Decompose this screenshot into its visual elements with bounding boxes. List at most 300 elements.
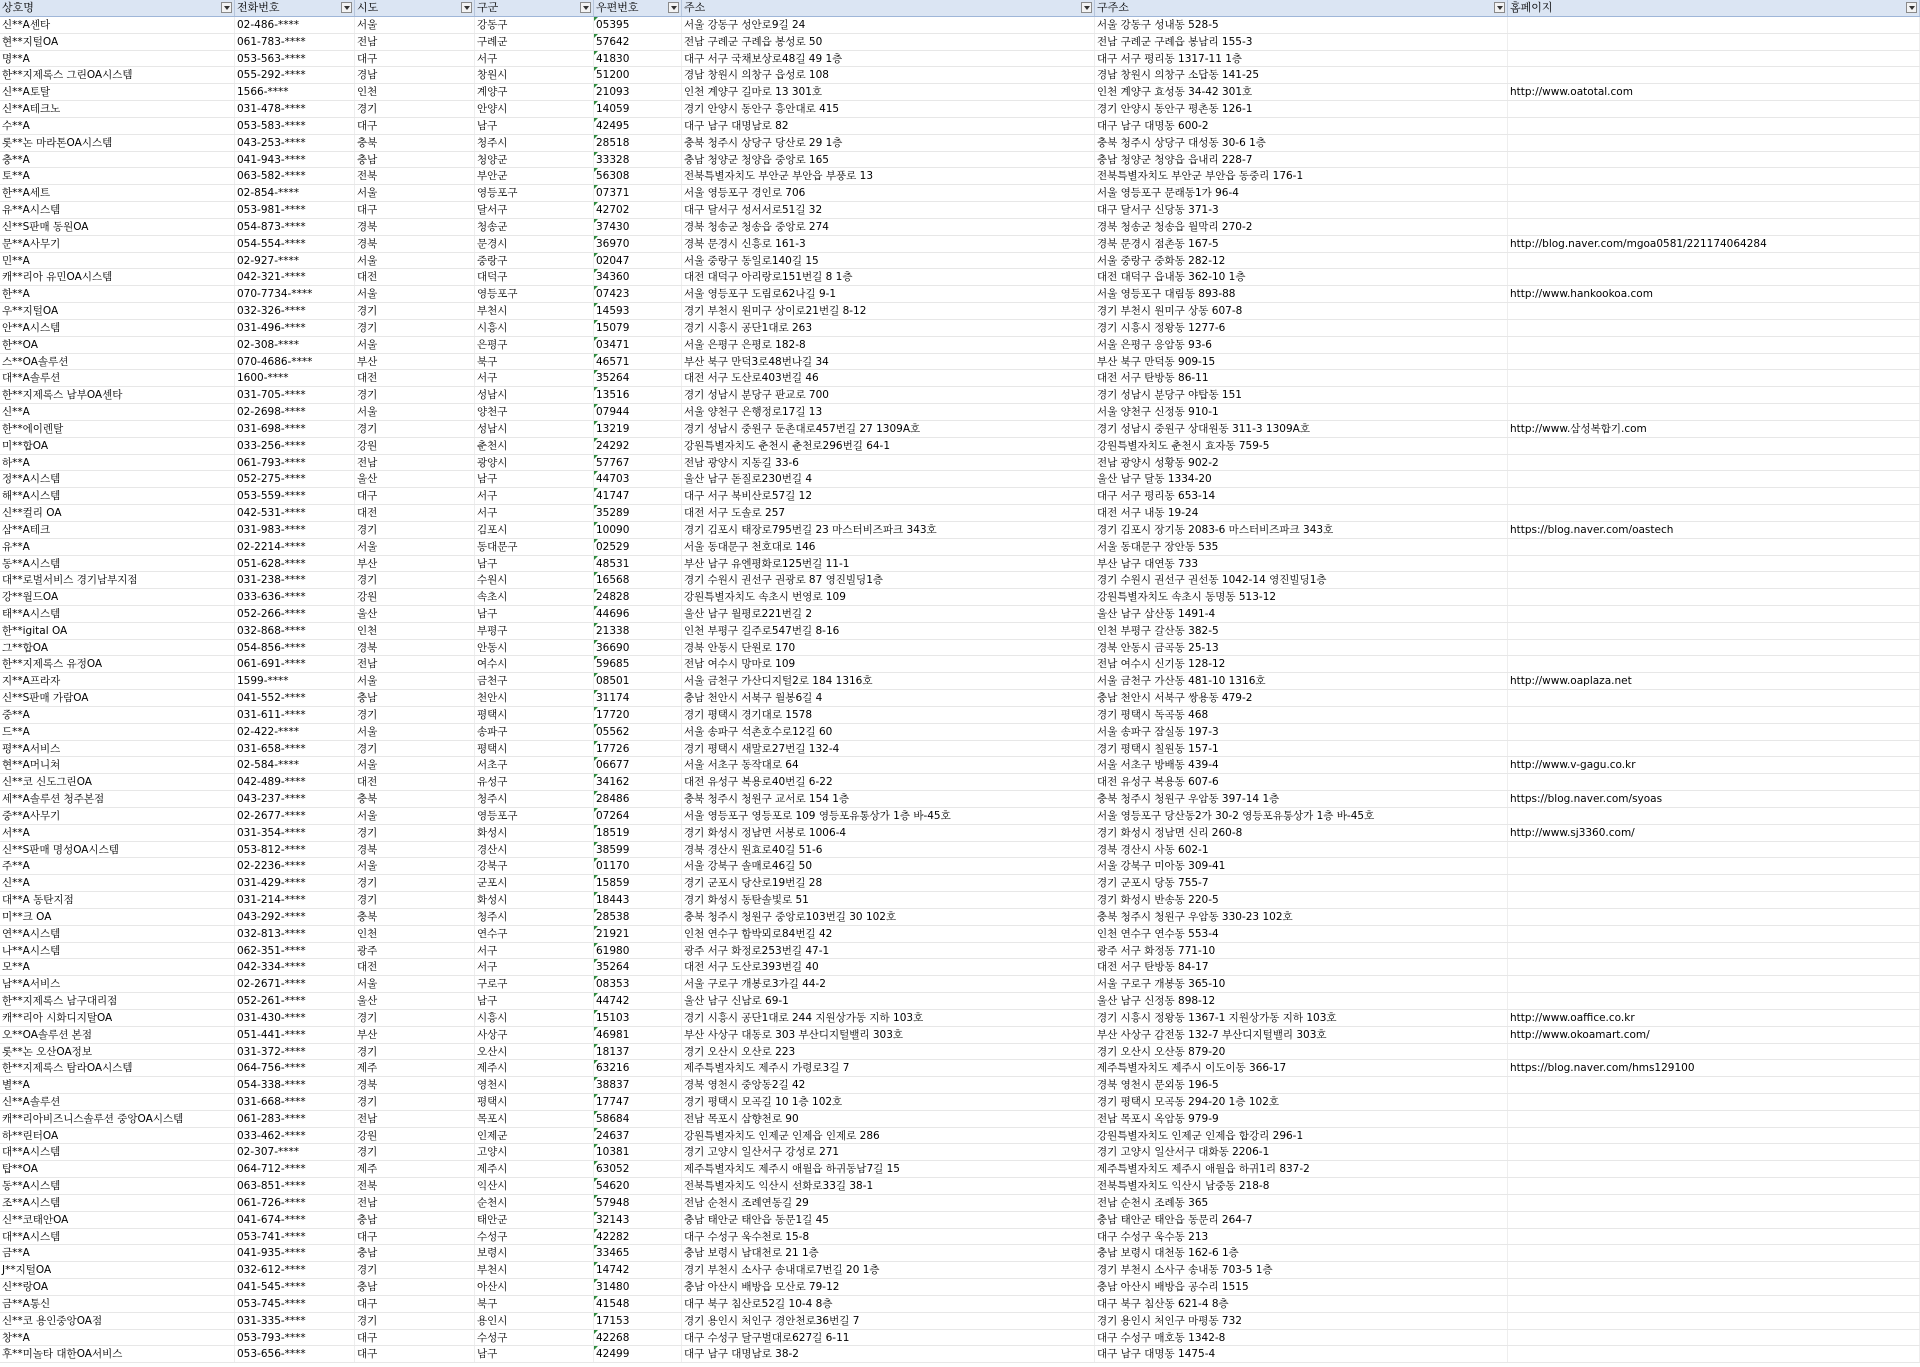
cell-old-address[interactable]: 대전 서구 탄방동 86-11 [1095, 370, 1508, 386]
cell-sido[interactable]: 경기 [355, 875, 475, 891]
cell-old-address[interactable]: 경기 김포시 장기동 2083-6 마스터비즈파크 343호 [1095, 522, 1508, 538]
cell-old-address[interactable]: 제주특별자치도 제주시 애월읍 하귀1리 837-2 [1095, 1161, 1508, 1177]
cell-gugun[interactable]: 남구 [475, 118, 594, 134]
cell-old-address[interactable]: 대전 서구 내동 19-24 [1095, 505, 1508, 521]
cell-phone[interactable]: 031-496-**** [235, 320, 355, 336]
cell-address[interactable]: 서울 강동구 성안로9길 24 [682, 17, 1095, 33]
cell-zip[interactable]: 10381 [594, 1144, 682, 1160]
cell-address[interactable]: 충남 태안군 태안읍 동문1길 45 [682, 1212, 1095, 1228]
cell-gugun[interactable]: 부천시 [475, 1262, 594, 1278]
cell-address[interactable]: 서울 송파구 석촌호수로12길 60 [682, 724, 1095, 740]
cell-gugun[interactable]: 은평구 [475, 337, 594, 353]
cell-address[interactable]: 경기 성남시 중원구 둔촌대로457번길 27 1309A호 [682, 421, 1095, 437]
cell-homepage[interactable] [1508, 1245, 1920, 1261]
cell-name[interactable]: 지**A프라자 [0, 673, 235, 689]
column-header-name[interactable]: 상호명 [0, 0, 235, 16]
cell-old-address[interactable]: 대구 서구 평리동 653-14 [1095, 488, 1508, 504]
cell-gugun[interactable]: 계양구 [475, 84, 594, 100]
cell-address[interactable]: 부산 남구 유엔평화로125번길 11-1 [682, 556, 1095, 572]
cell-homepage[interactable]: https://blog.naver.com/syoas [1508, 791, 1920, 807]
cell-name[interactable]: 신**A토탈 [0, 84, 235, 100]
cell-gugun[interactable]: 부안군 [475, 168, 594, 184]
cell-homepage[interactable] [1508, 656, 1920, 672]
cell-sido[interactable]: 서울 [355, 757, 475, 773]
cell-phone[interactable]: 031-335-**** [235, 1313, 355, 1329]
cell-gugun[interactable]: 청송군 [475, 219, 594, 235]
cell-phone[interactable]: 031-668-**** [235, 1094, 355, 1110]
cell-address[interactable]: 강원특별자치도 인제군 인제읍 인제로 286 [682, 1128, 1095, 1144]
cell-phone[interactable]: 031-611-**** [235, 707, 355, 723]
cell-zip[interactable]: 21921 [594, 926, 682, 942]
cell-zip[interactable]: 14593 [594, 303, 682, 319]
cell-sido[interactable]: 전북 [355, 168, 475, 184]
cell-address[interactable]: 대전 대덕구 아리랑로151번길 8 1층 [682, 269, 1095, 285]
cell-zip[interactable]: 32143 [594, 1212, 682, 1228]
cell-old-address[interactable]: 부산 북구 만덕동 909-15 [1095, 354, 1508, 370]
cell-phone[interactable]: 042-531-**** [235, 505, 355, 521]
cell-zip[interactable]: 57767 [594, 455, 682, 471]
cell-sido[interactable]: 서울 [355, 337, 475, 353]
cell-phone[interactable]: 070-4686-**** [235, 354, 355, 370]
cell-sido[interactable]: 강원 [355, 1128, 475, 1144]
cell-name[interactable]: 탑**OA [0, 1161, 235, 1177]
cell-zip[interactable]: 17153 [594, 1313, 682, 1329]
cell-address[interactable]: 인천 계양구 길마로 13 301호 [682, 84, 1095, 100]
cell-old-address[interactable]: 인천 연수구 연수동 553-4 [1095, 926, 1508, 942]
cell-old-address[interactable]: 대구 수성구 욱수동 213 [1095, 1229, 1508, 1245]
cell-gugun[interactable]: 속초시 [475, 589, 594, 605]
cell-address[interactable]: 경기 김포시 태장로795번길 23 마스터비즈파크 343호 [682, 522, 1095, 538]
cell-phone[interactable]: 031-354-**** [235, 825, 355, 841]
cell-homepage[interactable] [1508, 455, 1920, 471]
cell-phone[interactable]: 054-554-**** [235, 236, 355, 252]
cell-gugun[interactable]: 안양시 [475, 101, 594, 117]
cell-gugun[interactable]: 양천구 [475, 404, 594, 420]
filter-dropdown-icon[interactable] [668, 2, 679, 13]
cell-homepage[interactable] [1508, 51, 1920, 67]
cell-old-address[interactable]: 서울 송파구 잠실동 197-3 [1095, 724, 1508, 740]
cell-old-address[interactable]: 경기 성남시 분당구 야탑동 151 [1095, 387, 1508, 403]
cell-sido[interactable]: 인천 [355, 84, 475, 100]
filter-dropdown-icon[interactable] [341, 2, 352, 13]
cell-phone[interactable]: 02-486-**** [235, 17, 355, 33]
cell-old-address[interactable]: 전남 목포시 옥암동 979-9 [1095, 1111, 1508, 1127]
cell-old-address[interactable]: 서울 서초구 방배동 439-4 [1095, 757, 1508, 773]
cell-homepage[interactable] [1508, 858, 1920, 874]
cell-gugun[interactable]: 서구 [475, 505, 594, 521]
cell-name[interactable]: 대**A 동탄지점 [0, 892, 235, 908]
cell-gugun[interactable]: 구로구 [475, 976, 594, 992]
cell-sido[interactable]: 대전 [355, 370, 475, 386]
cell-address[interactable]: 부산 북구 만덕3로48번나길 34 [682, 354, 1095, 370]
cell-phone[interactable]: 033-462-**** [235, 1128, 355, 1144]
cell-gugun[interactable]: 영등포구 [475, 286, 594, 302]
cell-gugun[interactable]: 영천시 [475, 1077, 594, 1093]
cell-gugun[interactable]: 동대문구 [475, 539, 594, 555]
cell-homepage[interactable]: http://www.삼성복합기.com [1508, 421, 1920, 437]
cell-old-address[interactable]: 경기 수원시 권선구 권선동 1042-14 영진빌딩1층 [1095, 572, 1508, 588]
cell-sido[interactable]: 부산 [355, 354, 475, 370]
cell-gugun[interactable]: 인제군 [475, 1128, 594, 1144]
cell-homepage[interactable] [1508, 690, 1920, 706]
cell-old-address[interactable]: 부산 사상구 감전동 132-7 부산디지털밸리 303호 [1095, 1027, 1508, 1043]
cell-name[interactable]: 오**OA솔루션 본점 [0, 1027, 235, 1043]
cell-name[interactable]: 강**월드OA [0, 589, 235, 605]
cell-name[interactable]: 신**코태안OA [0, 1212, 235, 1228]
cell-phone[interactable]: 033-636-**** [235, 589, 355, 605]
cell-name[interactable]: 신**S판매 가람OA [0, 690, 235, 706]
cell-sido[interactable]: 경북 [355, 219, 475, 235]
cell-zip[interactable]: 42702 [594, 202, 682, 218]
cell-address[interactable]: 충북 청주시 상당구 당산로 29 1층 [682, 135, 1095, 151]
cell-gugun[interactable]: 남구 [475, 606, 594, 622]
cell-gugun[interactable]: 서초구 [475, 757, 594, 773]
cell-name[interactable]: 중**A [0, 707, 235, 723]
cell-sido[interactable]: 제주 [355, 1060, 475, 1076]
cell-address[interactable]: 경기 수원시 권선구 권광로 87 영진빌딩1층 [682, 572, 1095, 588]
cell-address[interactable]: 대구 서구 북비산로57길 12 [682, 488, 1095, 504]
cell-name[interactable]: 충**A [0, 152, 235, 168]
cell-address[interactable]: 전남 목포시 삼향천로 90 [682, 1111, 1095, 1127]
cell-sido[interactable]: 서울 [355, 808, 475, 824]
cell-homepage[interactable]: https://blog.naver.com/oastech [1508, 522, 1920, 538]
cell-address[interactable]: 서울 영등포구 경인로 706 [682, 185, 1095, 201]
cell-zip[interactable]: 06677 [594, 757, 682, 773]
cell-name[interactable]: 신**랑OA [0, 1279, 235, 1295]
cell-homepage[interactable] [1508, 993, 1920, 1009]
cell-address[interactable]: 전북특별자치도 부안군 부안읍 부풍로 13 [682, 168, 1095, 184]
cell-phone[interactable]: 070-7734-**** [235, 286, 355, 302]
cell-name[interactable]: 신**A센타 [0, 17, 235, 33]
cell-name[interactable]: 롯**논 마라톤OA시스템 [0, 135, 235, 151]
cell-homepage[interactable] [1508, 1262, 1920, 1278]
cell-old-address[interactable]: 전북특별자치도 부안군 부안읍 동중리 176-1 [1095, 168, 1508, 184]
cell-homepage[interactable] [1508, 1144, 1920, 1160]
cell-address[interactable]: 경기 시흥시 공단1대로 244 지원상가동 지하 103호 [682, 1010, 1095, 1026]
column-header-homepage[interactable]: 홈페이지 [1508, 0, 1920, 16]
cell-old-address[interactable]: 인천 계양구 효성동 34-42 301호 [1095, 84, 1508, 100]
cell-zip[interactable]: 05562 [594, 724, 682, 740]
cell-name[interactable]: 드**A [0, 724, 235, 740]
cell-zip[interactable]: 07371 [594, 185, 682, 201]
cell-phone[interactable]: 02-307-**** [235, 1144, 355, 1160]
cell-sido[interactable]: 경북 [355, 1077, 475, 1093]
cell-zip[interactable]: 02529 [594, 539, 682, 555]
cell-name[interactable]: 유**A [0, 539, 235, 555]
cell-zip[interactable]: 18519 [594, 825, 682, 841]
cell-homepage[interactable] [1508, 471, 1920, 487]
cell-old-address[interactable]: 경기 평택시 모곡동 294-20 1층 102호 [1095, 1094, 1508, 1110]
cell-homepage[interactable]: http://www.sj3360.com/ [1508, 825, 1920, 841]
cell-homepage[interactable] [1508, 1346, 1920, 1362]
cell-homepage[interactable] [1508, 1229, 1920, 1245]
cell-name[interactable]: 대**로벌서비스 경기남부지점 [0, 572, 235, 588]
cell-sido[interactable]: 충북 [355, 791, 475, 807]
cell-old-address[interactable]: 전북특별자치도 익산시 남중동 218-8 [1095, 1178, 1508, 1194]
cell-address[interactable]: 대구 남구 대명남로 38-2 [682, 1346, 1095, 1362]
cell-old-address[interactable]: 경기 시흥시 정왕동 1367-1 지원상가동 지하 103호 [1095, 1010, 1508, 1026]
cell-sido[interactable]: 경기 [355, 825, 475, 841]
cell-sido[interactable]: 경기 [355, 741, 475, 757]
cell-old-address[interactable]: 서울 영등포구 대림동 893-88 [1095, 286, 1508, 302]
cell-address[interactable]: 경북 경산시 원효로40길 51-6 [682, 842, 1095, 858]
cell-name[interactable]: 대**A시스템 [0, 1229, 235, 1245]
cell-homepage[interactable] [1508, 539, 1920, 555]
cell-name[interactable]: 중**A사무기 [0, 808, 235, 824]
cell-zip[interactable]: 42499 [594, 1346, 682, 1362]
cell-homepage[interactable] [1508, 707, 1920, 723]
cell-sido[interactable]: 제주 [355, 1161, 475, 1177]
cell-address[interactable]: 경기 오산시 오산로 223 [682, 1044, 1095, 1060]
cell-homepage[interactable]: http://www.oaffice.co.kr [1508, 1010, 1920, 1026]
cell-name[interactable]: 명**A [0, 51, 235, 67]
cell-zip[interactable]: 56308 [594, 168, 682, 184]
cell-address[interactable]: 대구 수성구 욱수천로 15-8 [682, 1229, 1095, 1245]
cell-name[interactable]: 한**OA [0, 337, 235, 353]
cell-address[interactable]: 경기 부천시 원미구 상이로21번길 8-12 [682, 303, 1095, 319]
cell-gugun[interactable]: 광양시 [475, 455, 594, 471]
cell-zip[interactable]: 36970 [594, 236, 682, 252]
cell-old-address[interactable]: 인천 부평구 갈산동 382-5 [1095, 623, 1508, 639]
cell-name[interactable]: 미**크 OA [0, 909, 235, 925]
cell-phone[interactable]: 031-214-**** [235, 892, 355, 908]
cell-zip[interactable]: 44696 [594, 606, 682, 622]
cell-name[interactable]: 서**A [0, 825, 235, 841]
cell-sido[interactable]: 대전 [355, 505, 475, 521]
cell-name[interactable]: 세**A솔루션 청주본점 [0, 791, 235, 807]
cell-homepage[interactable] [1508, 724, 1920, 740]
cell-homepage[interactable] [1508, 505, 1920, 521]
cell-homepage[interactable] [1508, 1077, 1920, 1093]
cell-old-address[interactable]: 대전 서구 탄방동 84-17 [1095, 959, 1508, 975]
cell-sido[interactable]: 충남 [355, 690, 475, 706]
cell-name[interactable]: 하**A [0, 455, 235, 471]
cell-zip[interactable]: 44703 [594, 471, 682, 487]
cell-address[interactable]: 전남 순천시 조례연동길 29 [682, 1195, 1095, 1211]
cell-zip[interactable]: 41747 [594, 488, 682, 504]
cell-address[interactable]: 경기 군포시 당산로19번길 28 [682, 875, 1095, 891]
cell-homepage[interactable] [1508, 808, 1920, 824]
cell-phone[interactable]: 063-582-**** [235, 168, 355, 184]
cell-homepage[interactable] [1508, 1296, 1920, 1312]
cell-zip[interactable]: 41548 [594, 1296, 682, 1312]
cell-address[interactable]: 경기 화성시 정남면 서봉로 1006-4 [682, 825, 1095, 841]
cell-homepage[interactable] [1508, 774, 1920, 790]
cell-address[interactable]: 대전 서구 도산로403번길 46 [682, 370, 1095, 386]
cell-phone[interactable]: 043-237-**** [235, 791, 355, 807]
cell-zip[interactable]: 35289 [594, 505, 682, 521]
cell-phone[interactable]: 02-584-**** [235, 757, 355, 773]
cell-name[interactable]: 유**A시스템 [0, 202, 235, 218]
cell-name[interactable]: 신**S판매 명성OA시스템 [0, 842, 235, 858]
cell-gugun[interactable]: 사상구 [475, 1027, 594, 1043]
cell-gugun[interactable]: 남구 [475, 993, 594, 1009]
cell-name[interactable]: 동**A시스템 [0, 1178, 235, 1194]
cell-sido[interactable]: 대구 [355, 488, 475, 504]
cell-old-address[interactable]: 서울 영등포구 문래동1가 96-4 [1095, 185, 1508, 201]
cell-gugun[interactable]: 유성구 [475, 774, 594, 790]
cell-name[interactable]: 태**A시스템 [0, 606, 235, 622]
cell-old-address[interactable]: 대구 서구 평리동 1317-11 1층 [1095, 51, 1508, 67]
cell-zip[interactable]: 63216 [594, 1060, 682, 1076]
cell-name[interactable]: 신**컬리 OA [0, 505, 235, 521]
cell-homepage[interactable]: https://blog.naver.com/hms129100 [1508, 1060, 1920, 1076]
cell-homepage[interactable] [1508, 67, 1920, 83]
cell-phone[interactable]: 1600-**** [235, 370, 355, 386]
cell-old-address[interactable]: 전남 여수시 신기동 128-12 [1095, 656, 1508, 672]
cell-address[interactable]: 인천 연수구 함박뫼로84번길 42 [682, 926, 1095, 942]
cell-phone[interactable]: 031-238-**** [235, 572, 355, 588]
cell-zip[interactable]: 17747 [594, 1094, 682, 1110]
cell-address[interactable]: 경기 시흥시 공단1대로 263 [682, 320, 1095, 336]
cell-zip[interactable]: 58684 [594, 1111, 682, 1127]
cell-old-address[interactable]: 경기 화성시 정남면 신리 260-8 [1095, 825, 1508, 841]
cell-address[interactable]: 서울 강북구 솔매로46길 50 [682, 858, 1095, 874]
cell-homepage[interactable] [1508, 572, 1920, 588]
filter-dropdown-icon[interactable] [461, 2, 472, 13]
cell-gugun[interactable]: 구례군 [475, 34, 594, 50]
cell-homepage[interactable] [1508, 219, 1920, 235]
cell-zip[interactable]: 10090 [594, 522, 682, 538]
cell-name[interactable]: 신**A [0, 404, 235, 420]
cell-name[interactable]: 금**A통신 [0, 1296, 235, 1312]
cell-phone[interactable]: 051-441-**** [235, 1027, 355, 1043]
cell-sido[interactable]: 대구 [355, 1229, 475, 1245]
cell-sido[interactable]: 경기 [355, 303, 475, 319]
column-header-zip[interactable]: 우편번호 [594, 0, 682, 16]
cell-homepage[interactable] [1508, 1212, 1920, 1228]
cell-address[interactable]: 경남 창원시 의창구 읍성로 108 [682, 67, 1095, 83]
cell-phone[interactable]: 033-256-**** [235, 438, 355, 454]
cell-gugun[interactable]: 여수시 [475, 656, 594, 672]
cell-sido[interactable]: 전남 [355, 34, 475, 50]
cell-sido[interactable]: 대구 [355, 1346, 475, 1362]
cell-homepage[interactable] [1508, 354, 1920, 370]
cell-address[interactable]: 충북 청주시 청원구 중앙로103번길 30 102호 [682, 909, 1095, 925]
cell-old-address[interactable]: 서울 양천구 신정동 910-1 [1095, 404, 1508, 420]
cell-sido[interactable]: 경기 [355, 892, 475, 908]
cell-gugun[interactable]: 보령시 [475, 1245, 594, 1261]
cell-gugun[interactable]: 군포시 [475, 875, 594, 891]
cell-address[interactable]: 경기 평택시 모곡길 10 1층 102호 [682, 1094, 1095, 1110]
cell-gugun[interactable]: 수원시 [475, 572, 594, 588]
cell-address[interactable]: 서울 은평구 은평로 182-8 [682, 337, 1095, 353]
cell-old-address[interactable]: 경기 평택시 칠원동 157-1 [1095, 741, 1508, 757]
cell-gugun[interactable]: 시흥시 [475, 1010, 594, 1026]
cell-sido[interactable]: 경기 [355, 1144, 475, 1160]
cell-homepage[interactable]: http://www.hankookoa.com [1508, 286, 1920, 302]
cell-address[interactable]: 충남 아산시 배방읍 모산로 79-12 [682, 1279, 1095, 1295]
cell-address[interactable]: 전남 광양시 지동길 33-6 [682, 455, 1095, 471]
cell-homepage[interactable]: http://blog.naver.com/mgoa0581/221174064284 [1508, 236, 1920, 252]
cell-phone[interactable]: 041-943-**** [235, 152, 355, 168]
cell-phone[interactable]: 051-628-**** [235, 556, 355, 572]
cell-old-address[interactable]: 경남 창원시 의창구 소답동 141-25 [1095, 67, 1508, 83]
cell-phone[interactable]: 053-793-**** [235, 1330, 355, 1346]
cell-zip[interactable]: 07264 [594, 808, 682, 824]
cell-gugun[interactable]: 금천구 [475, 673, 594, 689]
cell-homepage[interactable] [1508, 926, 1920, 942]
cell-sido[interactable]: 대구 [355, 51, 475, 67]
cell-address[interactable]: 대구 북구 침산로52길 10-4 8층 [682, 1296, 1095, 1312]
cell-sido[interactable]: 경기 [355, 1313, 475, 1329]
cell-homepage[interactable] [1508, 842, 1920, 858]
cell-homepage[interactable] [1508, 1094, 1920, 1110]
cell-old-address[interactable]: 경북 청송군 청송읍 월막리 270-2 [1095, 219, 1508, 235]
cell-old-address[interactable]: 서울 구로구 개봉동 365-10 [1095, 976, 1508, 992]
cell-homepage[interactable] [1508, 1279, 1920, 1295]
cell-sido[interactable]: 서울 [355, 253, 475, 269]
cell-homepage[interactable] [1508, 387, 1920, 403]
cell-homepage[interactable] [1508, 135, 1920, 151]
cell-old-address[interactable]: 울산 남구 삼산동 1491-4 [1095, 606, 1508, 622]
cell-zip[interactable]: 54620 [594, 1178, 682, 1194]
cell-phone[interactable]: 053-745-**** [235, 1296, 355, 1312]
cell-homepage[interactable] [1508, 741, 1920, 757]
cell-old-address[interactable]: 충북 청주시 상당구 대성동 30-6 1층 [1095, 135, 1508, 151]
cell-homepage[interactable] [1508, 606, 1920, 622]
cell-address[interactable]: 대구 달서구 성서서로51길 32 [682, 202, 1095, 218]
cell-sido[interactable]: 경기 [355, 1094, 475, 1110]
cell-gugun[interactable]: 강북구 [475, 858, 594, 874]
cell-gugun[interactable]: 남구 [475, 471, 594, 487]
cell-address[interactable]: 울산 남구 신남로 69-1 [682, 993, 1095, 1009]
cell-zip[interactable]: 15103 [594, 1010, 682, 1026]
cell-old-address[interactable]: 서울 영등포구 당산동2가 30-2 영등포유통상가 1층 바-45호 [1095, 808, 1508, 824]
cell-homepage[interactable] [1508, 34, 1920, 50]
cell-homepage[interactable] [1508, 337, 1920, 353]
cell-zip[interactable]: 51200 [594, 67, 682, 83]
cell-sido[interactable]: 서울 [355, 17, 475, 33]
cell-old-address[interactable]: 서울 강북구 미아동 309-41 [1095, 858, 1508, 874]
cell-sido[interactable]: 경기 [355, 572, 475, 588]
cell-homepage[interactable] [1508, 976, 1920, 992]
cell-zip[interactable]: 31174 [594, 690, 682, 706]
cell-phone[interactable]: 042-334-**** [235, 959, 355, 975]
cell-sido[interactable]: 대전 [355, 959, 475, 975]
cell-sido[interactable]: 서울 [355, 185, 475, 201]
cell-sido[interactable]: 충남 [355, 1245, 475, 1261]
cell-sido[interactable]: 전남 [355, 455, 475, 471]
cell-zip[interactable]: 18137 [594, 1044, 682, 1060]
cell-address[interactable]: 제주특별자치도 제주시 가령로3길 7 [682, 1060, 1095, 1076]
cell-zip[interactable]: 38599 [594, 842, 682, 858]
cell-sido[interactable]: 울산 [355, 606, 475, 622]
cell-old-address[interactable]: 충남 청양군 청양읍 읍내리 228-7 [1095, 152, 1508, 168]
cell-gugun[interactable]: 익산시 [475, 1178, 594, 1194]
cell-address[interactable]: 서울 금천구 가산디지털2로 184 1316호 [682, 673, 1095, 689]
cell-gugun[interactable]: 대덕구 [475, 269, 594, 285]
filter-dropdown-icon[interactable] [1494, 2, 1505, 13]
cell-address[interactable]: 인천 부평구 길주로547번길 8-16 [682, 623, 1095, 639]
cell-zip[interactable]: 14742 [594, 1262, 682, 1278]
cell-address[interactable]: 서울 중랑구 동일로140길 15 [682, 253, 1095, 269]
cell-address[interactable]: 경북 영천시 중앙동2길 42 [682, 1077, 1095, 1093]
cell-address[interactable]: 서울 영등포구 영등포로 109 영등포유통상가 1층 바-45호 [682, 808, 1095, 824]
cell-gugun[interactable]: 청주시 [475, 791, 594, 807]
cell-homepage[interactable] [1508, 370, 1920, 386]
cell-zip[interactable]: 63052 [594, 1161, 682, 1177]
cell-gugun[interactable]: 영등포구 [475, 185, 594, 201]
cell-address[interactable]: 경기 고양시 일산서구 강성로 271 [682, 1144, 1095, 1160]
cell-phone[interactable]: 031-698-**** [235, 421, 355, 437]
cell-homepage[interactable] [1508, 438, 1920, 454]
cell-address[interactable]: 대전 유성구 복용로40번길 6-22 [682, 774, 1095, 790]
cell-old-address[interactable]: 서울 은평구 응암동 93-6 [1095, 337, 1508, 353]
cell-address[interactable]: 서울 영등포구 도림로62나길 9-1 [682, 286, 1095, 302]
cell-gugun[interactable]: 수성구 [475, 1330, 594, 1346]
cell-gugun[interactable]: 춘천시 [475, 438, 594, 454]
